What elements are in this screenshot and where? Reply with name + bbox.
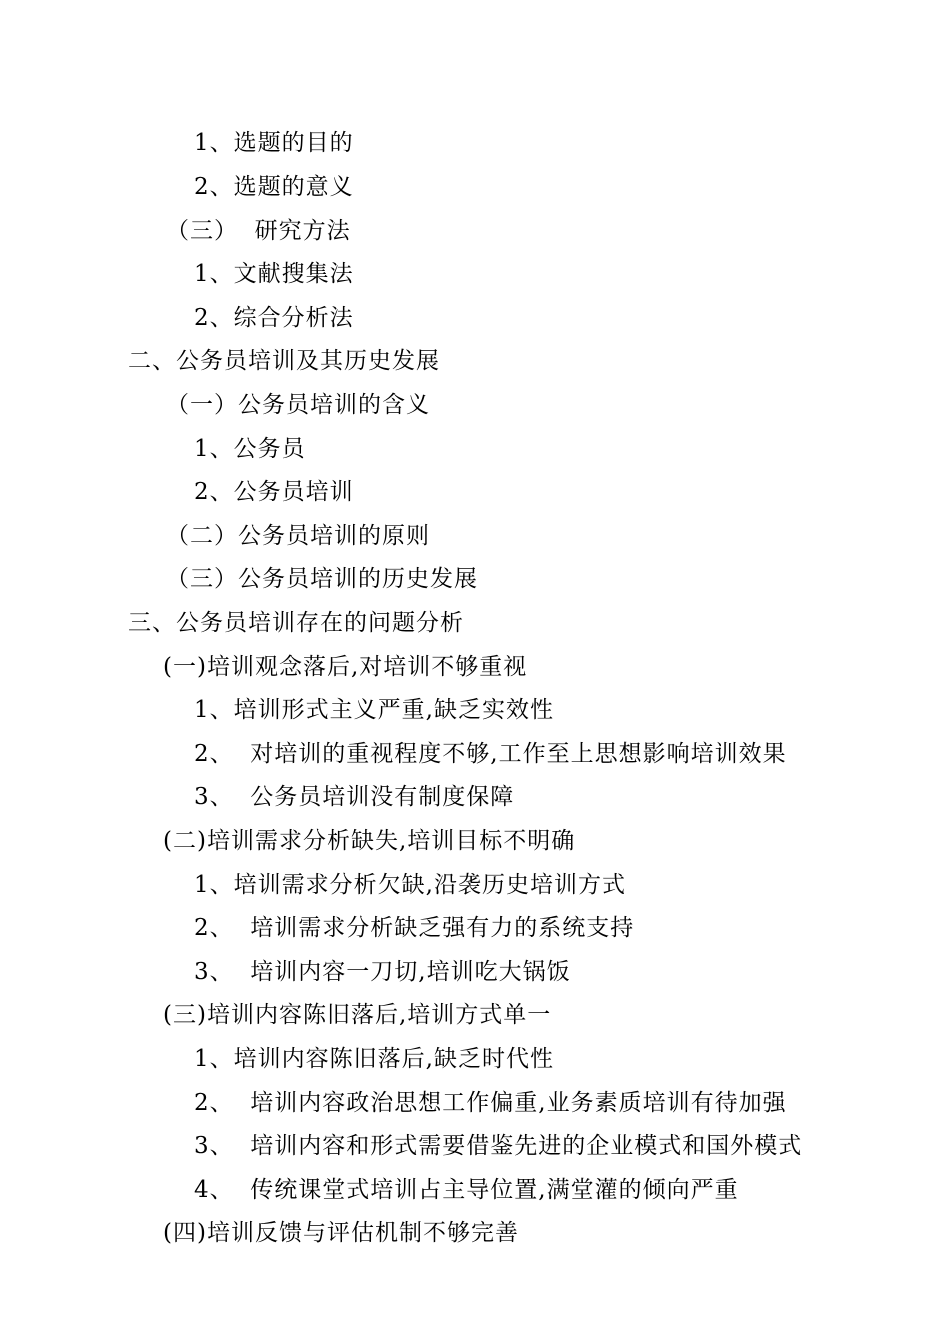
outline-item-section: （三）公务员培训的历史发展 (166, 566, 478, 592)
outline-item-subsection: 1、培训形式主义严重,缺乏实效性 (194, 697, 554, 723)
outline-item-subsection: 2、 对培训的重视程度不够,工作至上思想影响培训效果 (194, 741, 787, 767)
outline-item-chapter: 二、公务员培训及其历史发展 (128, 348, 440, 374)
outline-item-section: （二）公务员培训的原则 (166, 523, 430, 549)
outline-item-section: （三） 研究方法 (166, 218, 351, 244)
outline-item-subsection: 3、 培训内容和形式需要借鉴先进的企业模式和国外模式 (194, 1133, 803, 1159)
outline-item-section: (三)培训内容陈旧落后,培训方式单一 (163, 1002, 552, 1028)
outline-item-subsection: 1、培训需求分析欠缺,沿袭历史培训方式 (194, 872, 626, 898)
outline-item-subsection: 1、选题的目的 (194, 130, 354, 156)
outline-item-section: （一）公务员培训的含义 (166, 392, 430, 418)
outline-item-section: (二)培训需求分析缺失,培训目标不明确 (163, 828, 576, 854)
outline-item-subsection: 2、 培训需求分析缺乏强有力的系统支持 (194, 915, 635, 941)
outline-item-chapter: 三、公务员培训存在的问题分析 (128, 610, 464, 636)
outline-item-section: (一)培训观念落后,对培训不够重视 (163, 654, 528, 680)
outline-item-subsection: 3、 培训内容一刀切,培训吃大锅饭 (194, 959, 571, 985)
outline-item-subsection: 1、文献搜集法 (194, 261, 354, 287)
outline-item-subsection: 1、公务员 (194, 436, 306, 462)
outline-item-subsection: 2、 培训内容政治思想工作偏重,业务素质培训有待加强 (194, 1090, 787, 1116)
outline-item-subsection: 2、选题的意义 (194, 174, 354, 200)
outline-item-section: (四)培训反馈与评估机制不够完善 (163, 1220, 519, 1246)
outline-item-subsection: 2、综合分析法 (194, 305, 354, 331)
outline-item-subsection: 4、 传统课堂式培训占主导位置,满堂灌的倾向严重 (194, 1177, 739, 1203)
outline-item-subsection: 3、 公务员培训没有制度保障 (194, 784, 515, 810)
outline-item-subsection: 1、培训内容陈旧落后,缺乏时代性 (194, 1046, 554, 1072)
outline-item-subsection: 2、公务员培训 (194, 479, 354, 505)
